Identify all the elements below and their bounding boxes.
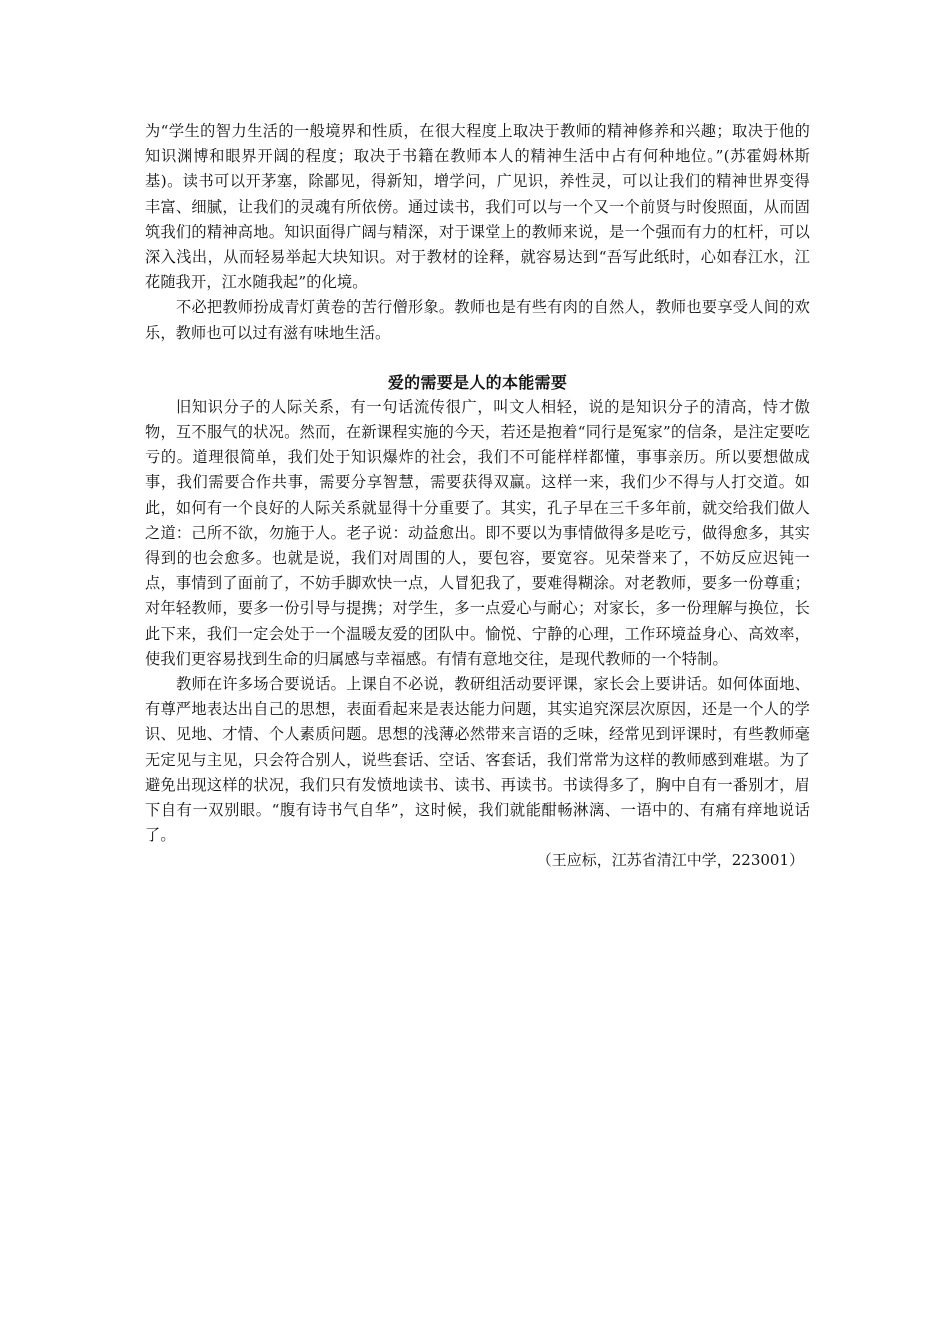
document-page bbox=[145, 119, 810, 874]
section-title: 爱的需要是人的本能需要 bbox=[387, 372, 568, 392]
author-signature: （王应标，江苏省清江中学，223001） bbox=[536, 851, 804, 870]
paragraph-teacher-life: 不必把教师扮成青灯黄卷的苦行僧形象。教师也是有些有肉的自然人，教师也要享受人间的欢乐，教师也可以过有滋有味地生活。 bbox=[145, 298, 810, 342]
paragraph-speaking: 教师在许多场合要说话。上课自不必说，教研组活动要评课，家长会上要讲话。如何体面地、有尊严地表达出自己的思想，表面看起来是表达能力问题，其实追究深层次原因，还是一个人的学识、见地、才情、个人素质问题。思想的浅薄必然带来言语的乏味，经常见到评课时，有些教师毫无定见与主见，只会符合别人，说些套话、空话、客套话，我们常常为这样的教师感到难堪。为了避免出现这样的状况，我们只有发愤地读书、读书、再读书。书读得多了，胸中自有一番别才，眉下自有一双别眼。“腹有诗书气自华”，这时候，我们就能酣畅淋漓、一语中的、有痛有痒地说话了。 bbox=[145, 675, 810, 845]
paragraph-relationships: 旧知识分子的人际关系，有一句话流传很广，叫文人相轻，说的是知识分子的清高，恃才傲物，互不服气的状况。然而，在新课程实施的今天，若还是抱着“同行是冤家”的信条，是注定要吃亏的。道理很简单，我们处于知识爆炸的社会，我们不可能样样都懂，事事亲历。所以要想做成事，我们需要合作共事，需要分享智慧，需要获得双赢。这样一来，我们少不得与人打交道。如此，如何有一个良好的人际关系就显得十分重要了。其实，孔子早在三千多年前，就交给我们做人之道：己所不欲，勿施于人。老子说：动益愈出。即不要以为事情做得多是吃亏，做得愈多，其实得到的也会愈多。也就是说，我们对周围的人，要包容，要宽容。见荣誉来了，不妨反应迟钝一点，事情到了面前了，不妨手脚欢快一点，人冒犯我了，要难得糊涂。对老教师，要多一份尊重；对年轻教师，要多一份引导与提携；对学生，多一点爱心与耐心；对家长，多一份理解与换位，长此下来，我们一定会处于一个温暖友爱的团队中。愉悦、宁静的心理，工作环境益身心、高效率，使我们更容易找到生命的归属感与幸福感。有情有意地交往，是现代教师的一个特制。 bbox=[145, 397, 810, 668]
paragraph-reading: 为“学生的智力生活的一般境界和性质，在很大程度上取决于教师的精神修养和兴趣；取决于他的知识渊博和眼界开阔的程度；取决于书籍在教师本人的精神生活中占有何种地位。”(苏霍姆林斯基)。读书可以开茅塞，除鄙见，得新知，增学问，广见识，养性灵，可以让我们的精神世界变得丰富、细腻，让我们的灵魂有所依傍。通过读书，我们可以与一个又一个前贤与时俊照面，从而固筑我们的精神高地。知识面得广阔与精深，对于课堂上的教师来说，是一个强而有力的杠杆，可以深入浅出，从而轻易举起大块知识。对于教材的诠释，就容易达到“吾写此纸时，心如春江水，江花随我开，江水随我起”的化境。 bbox=[145, 122, 810, 292]
